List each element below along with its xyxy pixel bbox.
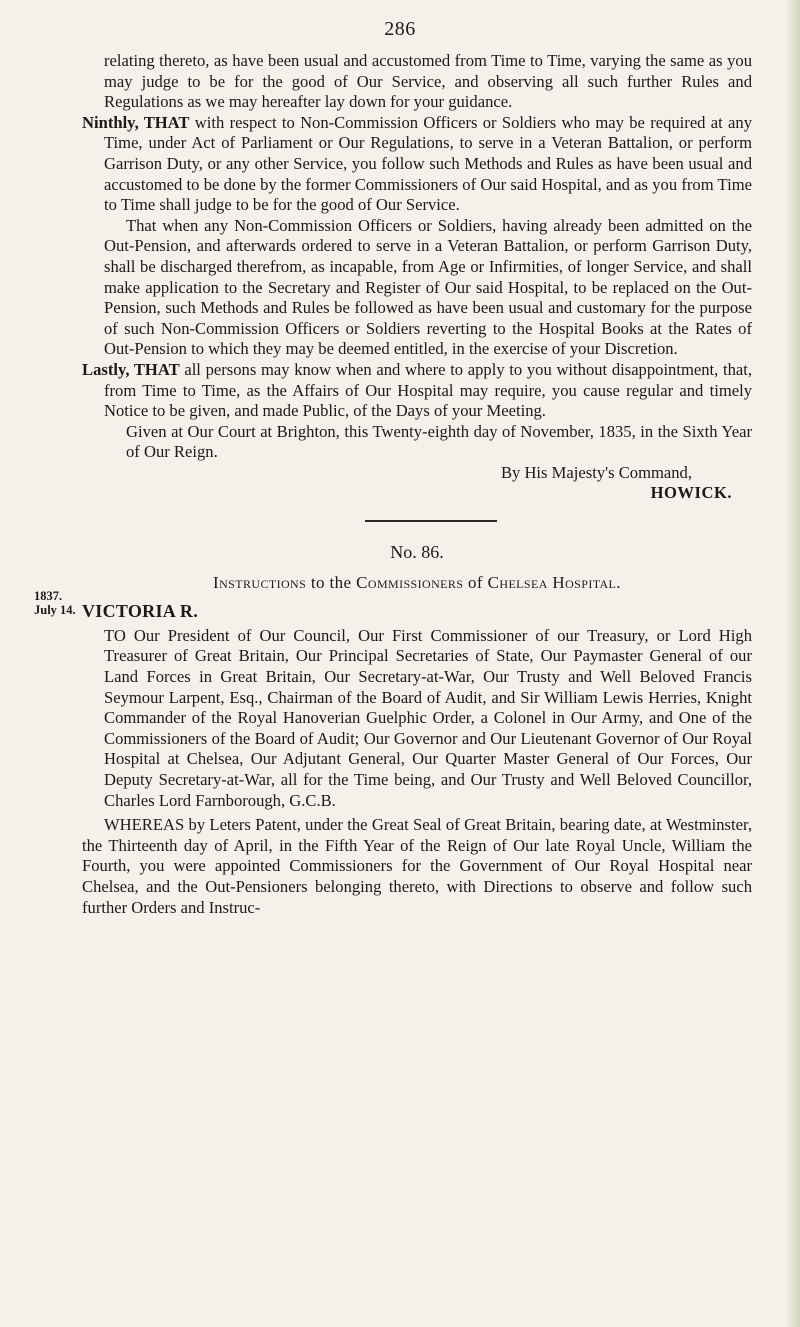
ninthly-lead: Ninthly, THAT (82, 112, 190, 132)
command-line: By His Majesty's Command, (500, 462, 692, 482)
page-edge-shadow (786, 0, 800, 1327)
title-part-commissioners: Commissioners (356, 572, 464, 592)
document-number: No. 86. (390, 542, 444, 563)
that-when-paragraph: That when any Non-Commission Officers or Soldiers, having already been admitted on the Out-Pension, and afterwards ordered to serve in a Veteran Battalion, or perform Garrison Duty, shall be discharged therefrom, as incapable, from Age or Infirmities, of longer Service, and shall make application to the Secretary and Register of Our said Hospital, to be replaced on the Out-Pension, such Methods and Rules be followed as have been usual and customary for the purpose of such Non-Commission Officers or Soldiers reverting to the Hospital Books at the Rates of Out-Pension to which they may be deemed entitled, in the exercise of your Discretion. (104, 215, 752, 359)
body-text (82, 51, 752, 918)
signature: HOWICK. (650, 483, 732, 503)
whereas-paragraph: WHEREAS by Leters Patent, under the Great Seal of Great Britain, bearing date, at Westminster, the Thirteenth day of April, in the Fifth Year of the Reign of Our late Royal Uncle, William the Fourth, you were appointed Commissioners for the Government of Our Royal Hospital near Chelsea, and the Out-Pensioners belonging thereto, with Directions to observe and follow such further Orders and Instruc- (82, 815, 752, 917)
title-part-of: of (463, 572, 488, 592)
instructions-title (82, 573, 752, 594)
title-part-hospital: Chelsea Hospital. (487, 572, 621, 592)
lastly-lead: Lastly, THAT (82, 359, 180, 379)
section-divider (365, 520, 497, 522)
margin-note (34, 589, 76, 617)
continuation-paragraph: relating thereto, as have been usual and accustomed from Time to Time, varying the same as you may judge to be for the good of Our Service, and observing all such further Rules and Regulations as we may hereafter lay down for your guidance. (104, 51, 752, 112)
address-paragraph: TO Our President of Our Council, Our First Commissioner of our Treasury, or Lord High Treasurer of Great Britain, Our Principal Secretaries of State, Our Paymaster General of our Land Forces in Great Britain, Our Secretary-at-War, Our Trusty and Well Beloved Francis Seymour Larpent, Esq., Chairman of the Board of Audit, and Sir William Lewis Herries, Knight Commander of the Royal Hanoverian Guelphic Order, a Colonel in Our Army, and One of the Commissioners of the Board of Audit; Our Governor and Our Lieutenant Governor of Our Royal Hospital at Chelsea, Our Adjutant General, Our Quarter Master General of Our Forces, Our Deputy Secretary-at-War, all for the Time being, and Our Trusty and Well Beloved Councillor, Charles Lord Farnborough, G.C.B. (104, 625, 752, 810)
page-number: 286 (384, 18, 416, 40)
title-part-instructions: Instructions (213, 572, 307, 592)
given-clause: Given at Our Court at Brighton, this Twenty-eighth day of November, 1835, in the Sixth Year of Our Reign. (126, 421, 752, 462)
lastly-text: all persons may know when and where to apply to you without disappointment, that, from Time to Time, as the Affairs of Our Hospital may require, you cause regular and timely Notice to be given, and made Public, of the Days of your Meeting. (104, 359, 752, 421)
victoria-heading: VICTORIA R. (82, 601, 198, 622)
margin-note-year: 1837. (34, 589, 63, 603)
margin-note-date: July 14. (34, 603, 76, 617)
ninthly-text: with respect to Non-Commission Officers or Soldiers who may be required at any Time, under Act of Parliament or Our Regulations, to serve in a Veteran Battalion, or perform Garrison Duty, or any other Service, you follow such Methods and Rules as have been usual and accustomed to be done by the former Commissioners of Our said Hospital, and as you from Time to Time shall judge to be for the good of Our Service. (104, 112, 752, 215)
lastly-paragraph (82, 360, 752, 422)
ninthly-paragraph (82, 113, 752, 216)
title-part-to-the: to the (306, 572, 357, 592)
